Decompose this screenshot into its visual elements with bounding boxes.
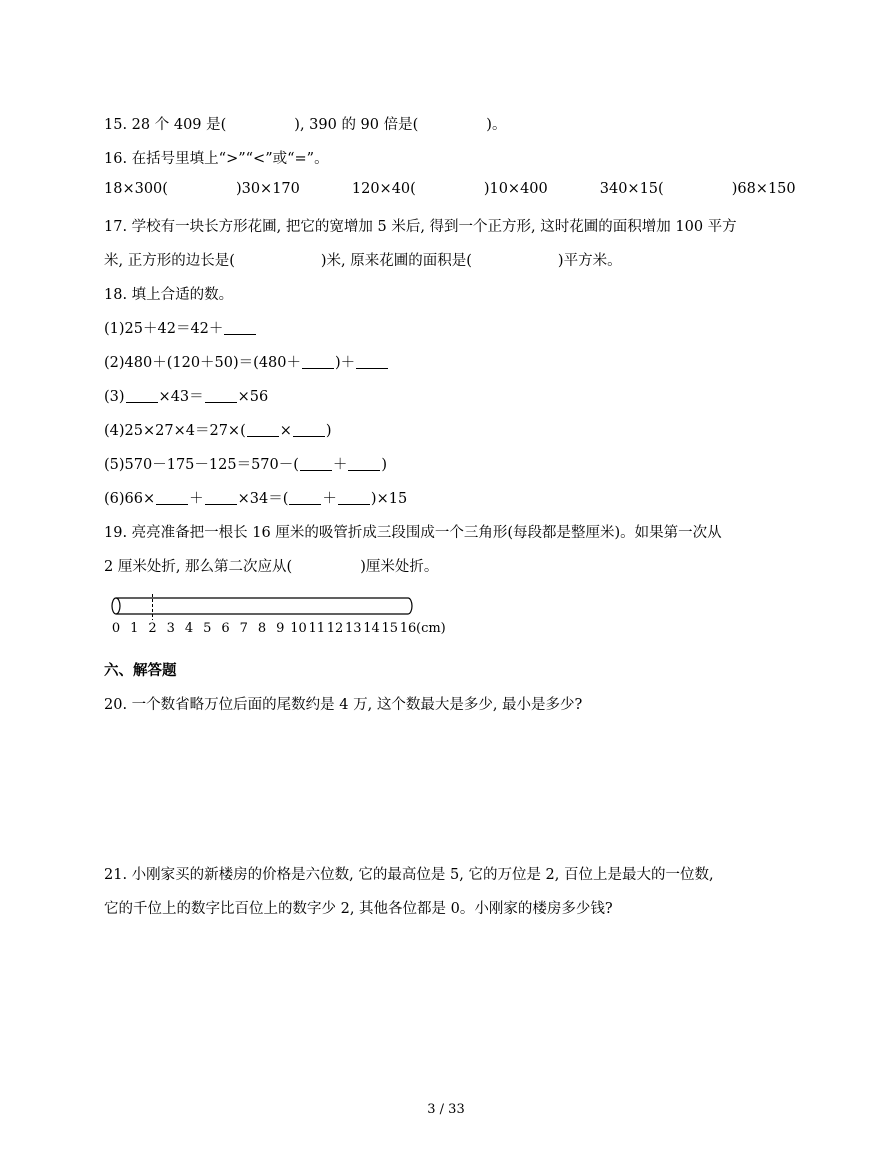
straw-body bbox=[116, 598, 412, 614]
ruler-tick-label: 8 bbox=[257, 621, 267, 636]
cmp1-left: 18×300( bbox=[104, 181, 168, 197]
ruler-tick-label: 15 bbox=[381, 621, 399, 636]
q18-item-6 bbox=[104, 487, 407, 508]
q18-6-text-e: )×15 bbox=[370, 491, 408, 507]
q18-6-text-b: ＋ bbox=[189, 491, 204, 507]
q18-6-text-d: ＋ bbox=[322, 491, 337, 507]
question-19-line-2 bbox=[104, 555, 438, 576]
straw-tube bbox=[112, 594, 412, 620]
q18-1-text: (1)25＋42＝42＋ bbox=[104, 321, 224, 337]
cmp3-right: )68×150 bbox=[731, 181, 796, 197]
q18-5-text-a: (5)570－175－125＝570－( bbox=[104, 457, 299, 473]
q18-3-text-c: ×56 bbox=[237, 389, 269, 405]
question-16-comparisons bbox=[104, 181, 796, 197]
question-19-line-1: 19. 亮亮准备把一根长 16 厘米的吸管折成三段围成一个三角形(每段都是整厘米)。如果第一次从 bbox=[104, 525, 722, 541]
ruler-tick-label: 14 bbox=[363, 621, 380, 636]
answer-blank[interactable] bbox=[247, 422, 279, 437]
q18-6-text-a: (6)66× bbox=[104, 491, 156, 507]
ruler-tick-label: 0 bbox=[111, 621, 121, 636]
straw-left-end bbox=[112, 598, 120, 614]
ruler-tick-label: 10 bbox=[290, 621, 307, 636]
answer-blank[interactable] bbox=[156, 490, 188, 505]
ruler-tick-label: 9 bbox=[276, 621, 285, 636]
ruler-tick-label: 13 bbox=[344, 621, 362, 636]
answer-blank[interactable] bbox=[126, 388, 158, 403]
q18-2-text-a: (2)480＋(120＋50)＝(480＋ bbox=[104, 355, 301, 371]
answer-blank[interactable] bbox=[338, 490, 370, 505]
q15-text-2: ), 390 的 90 倍是( bbox=[294, 117, 419, 133]
straw-ruler-figure bbox=[108, 594, 468, 640]
q18-4-text-b: × bbox=[279, 423, 292, 439]
answer-blank[interactable] bbox=[224, 320, 256, 335]
ruler-tick-label: 3 bbox=[166, 621, 175, 636]
question-20: 20. 一个数省略万位后面的尾数约是 4 万, 这个数最大是多少, 最小是多少? bbox=[104, 697, 583, 713]
q19-text-b: )厘米处折。 bbox=[360, 559, 439, 575]
q18-item-4 bbox=[104, 419, 332, 440]
cmp2-left: 120×40( bbox=[351, 181, 416, 197]
q18-item-3 bbox=[104, 385, 268, 406]
answer-blank[interactable] bbox=[348, 456, 380, 471]
answer-blank[interactable] bbox=[205, 388, 237, 403]
answer-blank[interactable] bbox=[205, 490, 237, 505]
question-21-line-1: 21. 小刚家买的新楼房的价格是六位数, 它的最高位是 5, 它的万位是 2, 百位上是最大的一位数, bbox=[104, 867, 714, 883]
q19-text-a: 2 厘米处折, 那么第二次应从( bbox=[104, 559, 293, 575]
answer-blank[interactable] bbox=[300, 456, 332, 471]
ruler-tick-label: 2 bbox=[148, 621, 157, 636]
q18-item-1 bbox=[104, 317, 257, 338]
q17-text-b: )米, 原来花圃的面积是( bbox=[320, 253, 472, 269]
q15-text-3: )。 bbox=[486, 117, 507, 133]
q18-item-5 bbox=[104, 453, 387, 474]
cmp2-right: )10×400 bbox=[483, 181, 548, 197]
answer-blank[interactable] bbox=[293, 422, 325, 437]
q18-4-text-c: ) bbox=[325, 423, 332, 439]
answer-blank[interactable] bbox=[289, 490, 321, 505]
ruler-tick-label: 11 bbox=[308, 621, 326, 636]
q17-text-c: )平方米。 bbox=[557, 253, 622, 269]
ruler-tick-label: 4 bbox=[184, 621, 194, 636]
question-17-line-1: 17. 学校有一块长方形花圃, 把它的宽增加 5 米后, 得到一个正方形, 这时花圃的面积增加 100 平方 bbox=[104, 219, 737, 235]
ruler-tick-label: 1 bbox=[130, 621, 139, 636]
ruler-tick-label: 6 bbox=[221, 621, 230, 636]
ruler-tick-label: 7 bbox=[239, 621, 248, 636]
answer-blank[interactable] bbox=[302, 354, 334, 369]
q18-4-text-a: (4)25×27×4＝27×( bbox=[104, 423, 246, 439]
answer-blank[interactable] bbox=[356, 354, 388, 369]
ruler-tick-label: 5 bbox=[203, 621, 212, 636]
q18-6-text-c: ×34＝( bbox=[237, 491, 289, 507]
question-15 bbox=[104, 113, 506, 134]
question-16-stem: 16. 在括号里填上“>”“<”或“=”。 bbox=[104, 151, 329, 167]
q18-5-text-b: ＋ bbox=[332, 457, 348, 473]
q18-3-text-a: (3) bbox=[104, 389, 125, 405]
q18-2-text-b: )＋ bbox=[335, 355, 356, 371]
ruler-tick-label: 16 bbox=[399, 621, 417, 636]
q18-3-text-b: ×43＝ bbox=[158, 389, 204, 405]
page-number: 3 / 33 bbox=[427, 1102, 465, 1117]
q15-text-1: 15. 28 个 409 是( bbox=[104, 117, 227, 133]
q18-item-2 bbox=[104, 351, 389, 372]
question-18-stem: 18. 填上合适的数。 bbox=[104, 287, 234, 303]
section-title: 六、解答题 bbox=[104, 663, 177, 679]
q17-text-a: 米, 正方形的边长是( bbox=[104, 253, 235, 269]
question-21-line-2: 它的千位上的数字比百位上的数字少 2, 其他各位都是 0。小刚家的楼房多少钱? bbox=[104, 901, 613, 917]
ruler-unit: (cm) bbox=[416, 621, 446, 636]
question-17-line-2 bbox=[104, 249, 622, 270]
cmp3-left: 340×15( bbox=[599, 181, 664, 197]
q18-5-text-c: ) bbox=[381, 457, 388, 473]
cmp1-right: )30×170 bbox=[235, 181, 300, 197]
ruler-tick-label: 12 bbox=[326, 621, 344, 636]
